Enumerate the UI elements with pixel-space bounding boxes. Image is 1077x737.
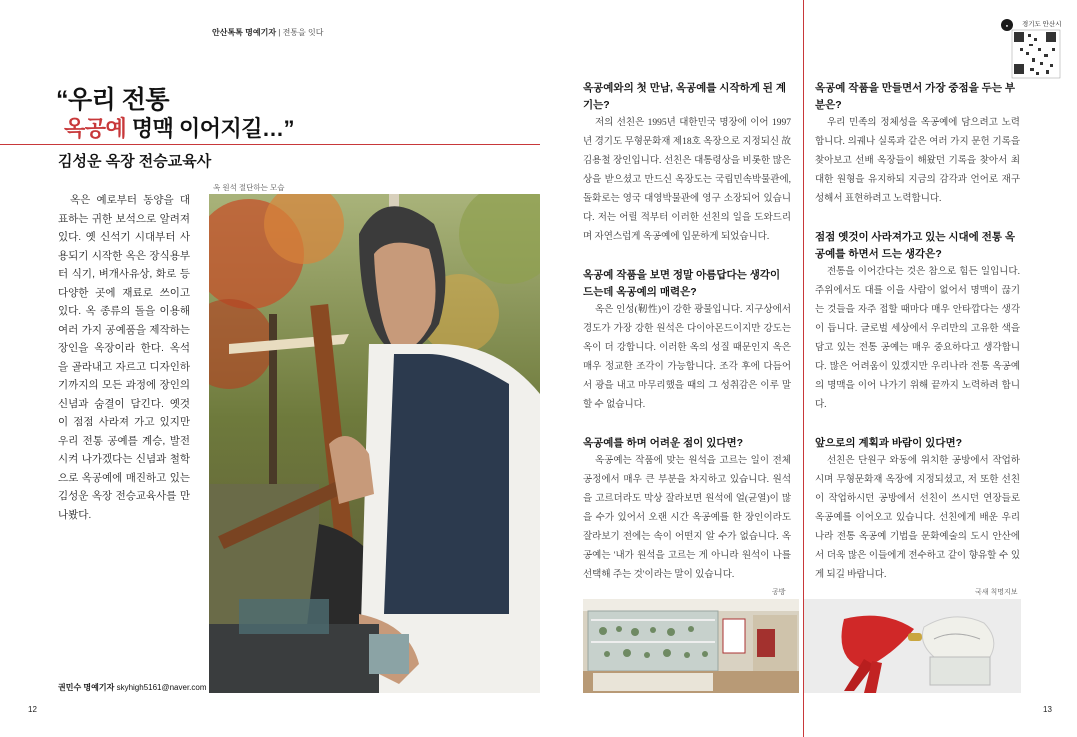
qa-answer: 옥은 인성(靭性)이 강한 광물입니다. 지구상에서 경도가 가장 강한 원석은 다이아몬드이지만 강도는 옥이 더 강합니다. 이러한 옥의 성질 때문인지 옥은 매우 정교한 조각이 가능합니다. 조각 후에 다듬어서 광을 내고 마무리했을 때의 그 성취감은 이루 말할 수 없습니다. <box>583 305 791 410</box>
workshop-photo <box>583 599 799 693</box>
qa-block <box>583 435 791 585</box>
qa-question: 옥공예와의 첫 만남, 옥공예를 시작하게 된 계기는? <box>583 82 786 111</box>
article-intro: 옥은 예로부터 동양을 대표하는 귀한 보석으로 알려져 있다. 옛 신석기 시대부터 사용되기 시작한 옥은 장식용부터 식기, 벼개사유상, 화로 등 다양한 곳에 재료로 쓰이고 있다. 옥 종류의 돌을 이용해 여러 가지 공예품을 제작하는 장인을 옥장이라 한다. 옥석을 골라내고 자르고 디자인하기까지의 모든 과정에 장인의 신념과 숨결이 담긴다. 옛것이 점점 사라져 가고 있지만 우리 전통 공예를 계승, 발전시켜 나가겠다는 신념과 철학으로 옥공예에 매진하고 있는 김성운 옥장 전승교육사를 만나봤다. <box>58 194 190 521</box>
seal-photo <box>804 599 1021 693</box>
qa-block <box>583 267 791 415</box>
main-photo <box>209 194 540 693</box>
page-number-left: 12 <box>28 705 37 714</box>
qa-answer: 전통을 이어간다는 것은 참으로 힘든 일입니다. 주위에서도 대를 이을 사람이 없어서 명맥이 끊기는 것들을 자주 접할 때마다 매우 안타깝다는 생각이 듭니다. 글로벌 세상에서 우리만의 고유한 색을 담고 있는 전통 공예는 매우 중요하다고 생각합니다. 많은 어려움이 있겠지만 우리나라 전통 옥공예의 명맥을 이어 나가기 위해 끝까지 노력하려 합니다. <box>815 267 1020 410</box>
title-accent: 옥공예 <box>64 116 127 141</box>
qa-block <box>815 80 1020 209</box>
main-photo-caption: 옥 원석 절단하는 모습 <box>213 183 285 192</box>
qa-answer: 옥공예는 작품에 맞는 원석을 고르는 일이 전체 공정에서 매우 큰 부분을 차지하고 있습니다. 원석을 고르더라도 막상 잘라보면 원석에 얼(균열)이 많을 수가 있어서 오랜 시간 옥공예를 한 장인이라도 잘라보기 전에는 속이 어떤지 알 수가 없습니다. 옥공예는 '내가 원석을 고르는 게 아니라 원석이 나를 선택해 주는 것'이라는 말이 있습니다. <box>583 456 791 580</box>
qa-block <box>815 229 1020 415</box>
qa-answer: 선친은 단원구 와동에 위치한 공방에서 작업하시며 무형문화재 옥장에 지정되셨고, 저 또한 선친이 작업하시던 공방에서 선친이 쓰시던 연장들로 옥공예를 이어오고 있습니다. 선친에게 배운 우리나라 전통 옥공예 기법을 문화예술의 도시 안산에서 더욱 많은 이들에게 전수하고 같이 향유할 수 있게 되길 바랍니다. <box>815 456 1020 580</box>
anyang-city-logo-name: 경기도 안산시 <box>1022 21 1062 28</box>
qa-answer: 우리 민족의 정체성을 옥공예에 담으려고 노력합니다. 의궤나 실록과 같은 여러 가지 문헌 기록을 찾아보고 선배 옥장들이 해왔던 기록을 찾아서 최대한 원형을 유지하되 지금의 감각과 언어로 재구성해서 표현하려고 노력합니다. <box>815 118 1020 204</box>
qa-block <box>815 435 1020 585</box>
workshop-photo-caption: 공방 <box>772 589 786 596</box>
qa-column-right <box>815 80 1020 605</box>
qa-question: 앞으로의 계획과 바람이 있다면? <box>815 437 963 449</box>
qa-answer: 저의 선친은 1995년 대한민국 명장에 이어 1997년 경기도 무형문화재 제18호 옥장으로 지정되신 故 김용철 장인입니다. 선친은 대통령상을 비롯한 많은 상을 받으셨고 만드신 옥장도는 국립민속박물관에, 돌화로는 영국 대영박물관에 영구 소장되어 있습니다. 저는 어릴 적부터 이러한 선친의 일을 도와드리며 자연스럽게 옥공예에 입문하게 되었습니다. <box>583 118 791 242</box>
title-underline <box>0 144 540 145</box>
article-title-line1: “우리 전통 <box>56 86 170 114</box>
byline-email[interactable]: skyhigh5161@naver.com <box>116 683 207 692</box>
qa-column-middle <box>583 80 791 605</box>
svg-text:●: ● <box>1005 23 1009 28</box>
article-title-line2: 옥공예 명맥 이어지길…” <box>64 116 295 141</box>
qa-question: 옥공예 작품을 만들면서 가장 중점을 두는 부분은? <box>815 82 1016 111</box>
qa-question: 옥공예 작품을 보면 정말 아름답다는 생각이 드는데 옥공예의 매력은? <box>583 269 781 298</box>
section-header: 안산톡톡 명예기자 | 전통을 잇다 <box>212 28 324 37</box>
qa-block <box>583 80 791 247</box>
byline: 권민수 명예기자 skyhigh5161@naver.com <box>58 683 207 692</box>
article-subtitle: 김성운 옥장 전승교육사 <box>58 153 212 170</box>
seal-photo-caption: 국새 칙명지보 <box>975 589 1018 596</box>
qa-question: 점점 옛것이 사라져가고 있는 시대에 전통 옥공예를 하면서 드는 생각은? <box>815 231 1016 260</box>
qa-question: 옥공예를 하며 어려운 점이 있다면? <box>583 437 744 449</box>
page-number-right: 13 <box>1043 705 1052 714</box>
